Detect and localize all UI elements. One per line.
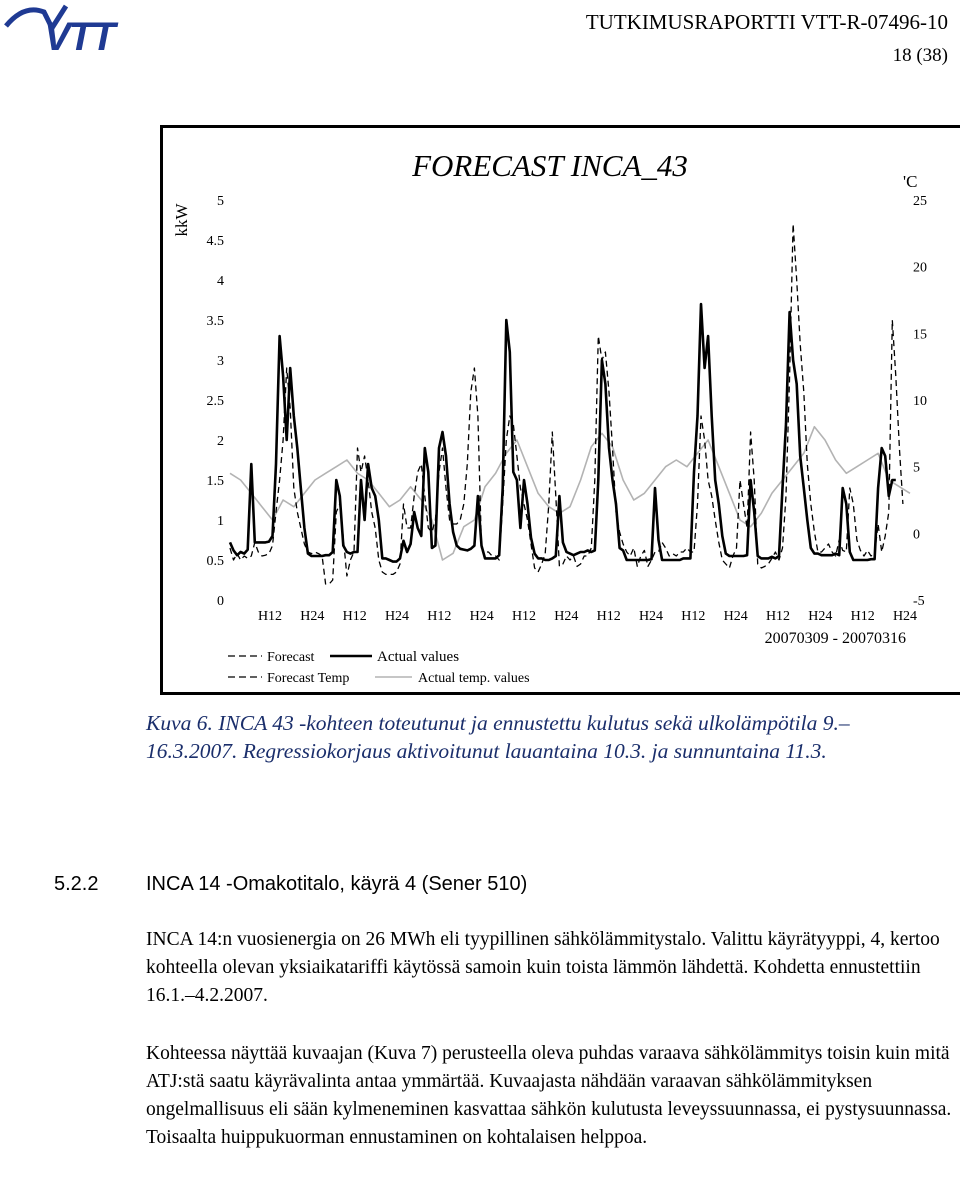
legend-actual-label: Actual values bbox=[377, 649, 460, 665]
x-period: 20070309 - 20070316 bbox=[764, 630, 906, 647]
y-left-label: kkW bbox=[172, 203, 191, 237]
y-right-tick-label: -5 bbox=[913, 594, 925, 609]
x-tick-label: H12 bbox=[257, 609, 283, 624]
y-left-ticks bbox=[207, 194, 225, 609]
x-tick-label: H24 bbox=[300, 609, 325, 624]
plot-lines bbox=[230, 224, 910, 584]
figure-caption: Kuva 6. INCA 43 -kohteen toteutunut ja ennustettu kulutus sekä ulkolämpötila 9.–16.3.2007. Regressiokorjaus aktivoitunut lauantaina 10.3. ja sunnuntaina 11.3. bbox=[146, 711, 850, 763]
y-left-tick-label: 3 bbox=[217, 354, 224, 369]
y-left-tick-label: 4 bbox=[217, 274, 224, 289]
x-tick-label: H24 bbox=[384, 609, 410, 624]
legend-forecast-temp-label: Forecast Temp bbox=[267, 671, 350, 686]
x-tick-label: H12 bbox=[342, 609, 367, 624]
x-tick-label: H12 bbox=[765, 609, 791, 624]
y-left-tick-label: 2.5 bbox=[206, 394, 224, 409]
x-tick-label: H24 bbox=[892, 609, 918, 624]
report-id: TUTKIMUSRAPORTTI VTT-R-07496-10 bbox=[585, 10, 948, 34]
y-left-tick-label: 0.5 bbox=[206, 554, 224, 569]
x-tick-label: H24 bbox=[469, 609, 494, 624]
legend-forecast-label: Forecast bbox=[267, 650, 315, 665]
y-left-tick-label: 3.5 bbox=[206, 314, 224, 329]
y-left-tick-label: 1 bbox=[217, 514, 224, 529]
x-tick-label: H24 bbox=[723, 609, 748, 624]
page-number: 18 (38) bbox=[892, 45, 948, 66]
chart-title: FORECAST INCA_43 bbox=[412, 148, 688, 183]
series-line-forecast bbox=[230, 224, 903, 584]
x-tick-label: H12 bbox=[681, 609, 706, 624]
paragraph: Kohteessa näyttää kuvaajan (Kuva 7) perusteella oleva puhdas varaava sähkölämmitys toisin kuin mitä ATJ:stä saatu käyrävalinta antaa ymmärtää. Kuvaajasta nähdään varaavan sähkölämmityksen ongelmallisuus eli sään kylmeneminen kasvattaa sähkön kulutusta leveyssuunnassa, ei pystysuunnassa. Toisaalta huippukuorman ennustaminen on kohtalaisen helppoa. bbox=[146, 1043, 952, 1148]
section-number: 5.2.2 bbox=[54, 873, 99, 895]
y-right-tick-label: 0 bbox=[913, 527, 920, 543]
x-tick-label: H12 bbox=[850, 609, 875, 624]
legend bbox=[228, 649, 530, 686]
y-right-tick-label: 15 bbox=[913, 327, 927, 343]
x-tick-label: H24 bbox=[554, 609, 579, 624]
x-ticks bbox=[258, 609, 917, 624]
y-left-tick-label: 2 bbox=[217, 434, 224, 449]
x-tick-label: H24 bbox=[638, 609, 664, 624]
section-title: INCA 14 -Omakotitalo, käyrä 4 (Sener 510) bbox=[146, 873, 528, 895]
y-right-tick-label: 20 bbox=[913, 260, 927, 276]
series-line-actual-values bbox=[230, 304, 896, 562]
y-right-tick-label: 25 bbox=[913, 194, 927, 209]
logo-wordmark: VTT bbox=[44, 15, 114, 58]
y-left-tick-label: 0 bbox=[217, 594, 224, 609]
legend-actual-temp-label: Actual temp. values bbox=[418, 671, 530, 686]
y-left-tick-label: 5 bbox=[217, 194, 224, 209]
x-tick-label: H24 bbox=[808, 609, 833, 624]
y-left-tick-label: 4.5 bbox=[206, 234, 224, 249]
y-right-label: 'C bbox=[903, 172, 918, 191]
paragraph: INCA 14:n vuosienergia on 26 MWh eli tyypillinen sähkölämmitystalo. Valittu käyrätyyppi, 4, kertoo kohteella olevan yksiaikatariffi käytössä samoin kuin toista lämmön lähdettä. Kohdetta ennustettiin 16.1.–4.2.2007. bbox=[146, 929, 940, 1006]
x-tick-label: H12 bbox=[427, 609, 452, 624]
y-right-tick-label: 10 bbox=[913, 394, 927, 409]
y-right-ticks bbox=[913, 194, 927, 609]
y-right-tick-label: 5 bbox=[913, 460, 920, 476]
y-left-tick-label: 1.5 bbox=[206, 474, 224, 489]
x-tick-label: H12 bbox=[596, 609, 621, 624]
x-tick-label: H12 bbox=[511, 609, 537, 624]
